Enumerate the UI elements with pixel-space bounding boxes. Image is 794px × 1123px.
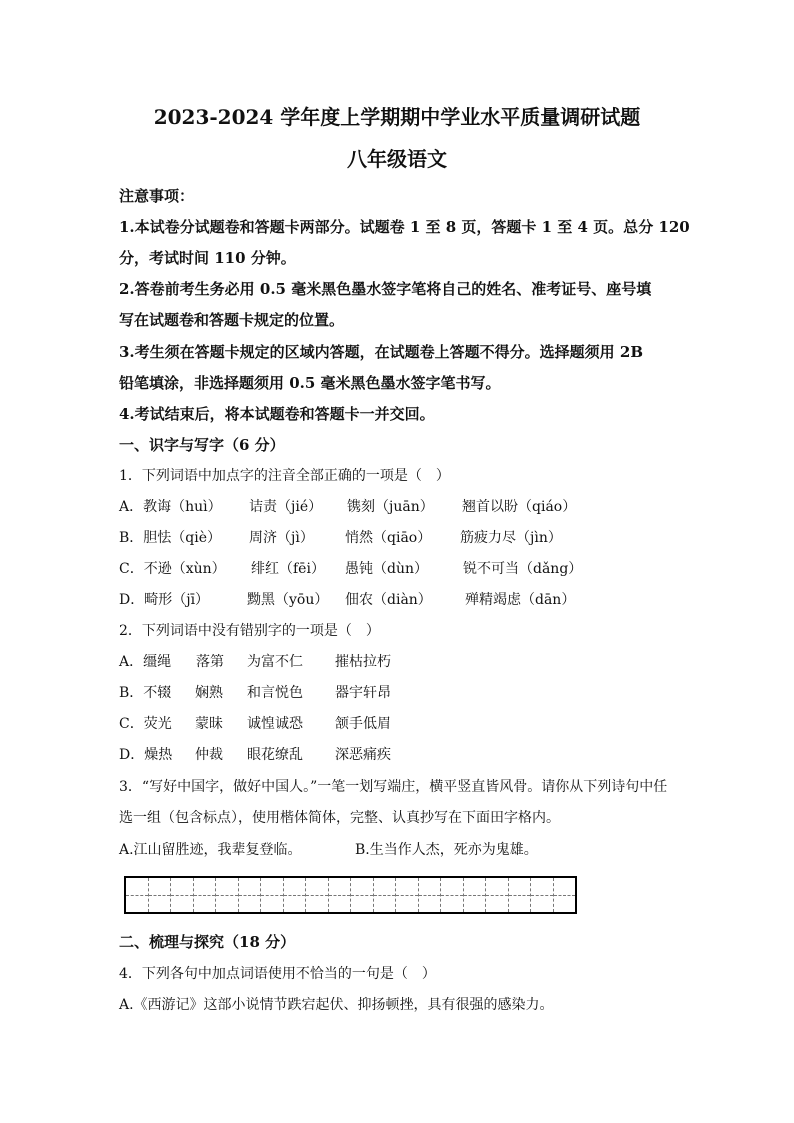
- question-3-stem-cont: 选一组（包含标点），使用楷体简体，完整、认真抄写在下面田字格内。: [119, 810, 560, 826]
- q1-c-item-2: 绯红（fēi）: [251, 561, 325, 577]
- q2-b-item-3: 和言悦色: [247, 685, 303, 701]
- q2-c-item-4: 颔手低眉: [335, 716, 391, 732]
- exam-title: 2023-2024 学年度上学期期中学业水平质量调研试题: [153, 105, 641, 129]
- q1-a-item-2: 诘责（jié）: [249, 499, 323, 515]
- grid-cell-midline: [374, 895, 396, 896]
- grid-cell[interactable]: [260, 878, 283, 912]
- question-1-stem: 1．下列词语中加点字的注音全部正确的一项是（ ）: [119, 468, 450, 484]
- q2-d-item-3: 眼花缭乱: [247, 747, 303, 763]
- q4-option-a: A.《西游记》这部小说情节跌宕起伏、抑扬顿挫，具有很强的感染力。: [119, 997, 554, 1013]
- grid-cell[interactable]: [440, 878, 463, 912]
- q2-c-item-3: 诚惶诚恐: [247, 716, 303, 732]
- grid-cell[interactable]: [170, 878, 193, 912]
- notice-line: 写在试题卷和答题卡规定的位置。: [119, 311, 345, 329]
- q3-choice-a: A.江山留胜迹，我辈复登临。: [119, 842, 302, 858]
- grid-cell[interactable]: [373, 878, 396, 912]
- grid-cell-midline: [464, 895, 486, 896]
- grid-cell[interactable]: [305, 878, 328, 912]
- grid-cell-midline: [261, 895, 283, 896]
- grid-cell-midline: [284, 895, 306, 896]
- grid-cell-midline: [419, 895, 441, 896]
- q1-a-item-1: A．教诲（huì）: [119, 499, 222, 515]
- q2-a-item-3: 为富不仁: [247, 654, 303, 670]
- grid-cell-midline: [351, 895, 373, 896]
- q2-a-item-4: 摧枯拉朽: [335, 654, 391, 670]
- grid-cell-midline: [149, 895, 171, 896]
- q1-d-item-3: 佃农（diàn）: [345, 592, 432, 608]
- q2-c-item-1: C．荧光: [119, 716, 172, 732]
- notice-line: 分，考试时间 110 分钟。: [119, 249, 296, 267]
- q2-b-item-2: 娴熟: [195, 685, 223, 701]
- q1-b-item-1: B．胆怯（qiè）: [119, 530, 222, 546]
- grid-cell[interactable]: [215, 878, 238, 912]
- notice-line: 2.答卷前考生务必用 0.5 毫米黑色墨水签字笔将自己的姓名、准考证号、座号填: [119, 280, 652, 298]
- q1-a-item-3: 镌刻（juān）: [347, 499, 434, 515]
- q1-b-item-2: 周济（jì）: [249, 530, 314, 546]
- grid-cell-midline: [306, 895, 328, 896]
- q1-d-item-1: D．畸形（jī）: [119, 592, 210, 608]
- grid-cell[interactable]: [148, 878, 171, 912]
- q2-d-item-1: D．燥热: [119, 747, 173, 763]
- question-3-stem: 3．“写好中国字，做好中国人。”一笔一划写端庄，横平竖直皆风骨。请你从下列诗句中任: [119, 779, 668, 795]
- q2-b-item-1: B．不辍: [119, 685, 172, 701]
- grid-cell[interactable]: [485, 878, 508, 912]
- q1-c-item-1: C．不逊（xùn）: [119, 561, 226, 577]
- q1-d-item-4: 殚精竭虑（dān）: [465, 592, 576, 608]
- grid-cell[interactable]: [238, 878, 261, 912]
- grid-cell-midline: [126, 895, 148, 896]
- grid-cell-midline: [194, 895, 216, 896]
- grid-cell-midline: [554, 895, 576, 896]
- grid-cell[interactable]: [350, 878, 373, 912]
- grid-cell[interactable]: [418, 878, 441, 912]
- notice-line: 1.本试卷分试题卷和答题卡两部分。试题卷 1 至 8 页，答题卡 1 至 4 页。总分 120: [119, 218, 690, 236]
- q2-a-item-2: 落第: [196, 654, 224, 670]
- q2-c-item-2: 蒙昧: [195, 716, 223, 732]
- grid-cell-midline: [216, 895, 238, 896]
- grid-cell[interactable]: [463, 878, 486, 912]
- q1-b-item-3: 悄然（qiāo）: [345, 530, 432, 546]
- grid-cell[interactable]: [395, 878, 418, 912]
- notice-heading: 注意事项：: [119, 187, 195, 205]
- q1-c-item-4: 锐不可当（dǎng）: [463, 561, 583, 577]
- grid-cell[interactable]: [328, 878, 351, 912]
- grid-cell[interactable]: [530, 878, 553, 912]
- question-2-stem: 2．下列词语中没有错别字的一项是（ ）: [119, 623, 380, 639]
- grid-cell-midline: [171, 895, 193, 896]
- q2-b-item-4: 器宇轩昂: [335, 685, 391, 701]
- tianzige-writing-grid[interactable]: [124, 876, 577, 914]
- grid-cell-midline: [329, 895, 351, 896]
- grid-cell-midline: [396, 895, 418, 896]
- section-2-heading: 二、梳理与探究（18 分）: [119, 933, 296, 951]
- notice-line: 铅笔填涂，非选择题须用 0.5 毫米黑色墨水签字笔书写。: [119, 374, 501, 392]
- grid-cell[interactable]: [553, 878, 576, 912]
- grid-cell[interactable]: [193, 878, 216, 912]
- question-4-stem: 4．下列各句中加点词语使用不恰当的一句是（ ）: [119, 966, 436, 982]
- q1-b-item-4: 筋疲力尽（jìn）: [460, 530, 562, 546]
- q1-d-item-2: 黝黑（yōu）: [247, 592, 329, 608]
- q3-choice-b: B.生当作人杰，死亦为鬼雄。: [355, 842, 538, 858]
- grid-cell-midline: [441, 895, 463, 896]
- notice-line: 4.考试结束后，将本试题卷和答题卡一并交回。: [119, 405, 435, 423]
- q2-d-item-4: 深恶痛疾: [335, 747, 391, 763]
- grid-cell[interactable]: [126, 878, 148, 912]
- q1-c-item-3: 愚钝（dùn）: [345, 561, 428, 577]
- q2-a-item-1: A．缰绳: [119, 654, 172, 670]
- grid-cell[interactable]: [283, 878, 306, 912]
- exam-subtitle: 八年级语文: [347, 147, 447, 171]
- grid-cell-midline: [509, 895, 531, 896]
- grid-cell-midline: [239, 895, 261, 896]
- section-1-heading: 一、识字与写字（6 分）: [119, 436, 285, 454]
- q2-d-item-2: 仲裁: [195, 747, 223, 763]
- grid-cell-midline: [531, 895, 553, 896]
- grid-cell[interactable]: [508, 878, 531, 912]
- notice-line: 3.考生须在答题卡规定的区域内答题，在试题卷上答题不得分。选择题须用 2B: [119, 343, 643, 361]
- q1-a-item-4: 翘首以盼（qiáo）: [462, 499, 577, 515]
- grid-cell-midline: [486, 895, 508, 896]
